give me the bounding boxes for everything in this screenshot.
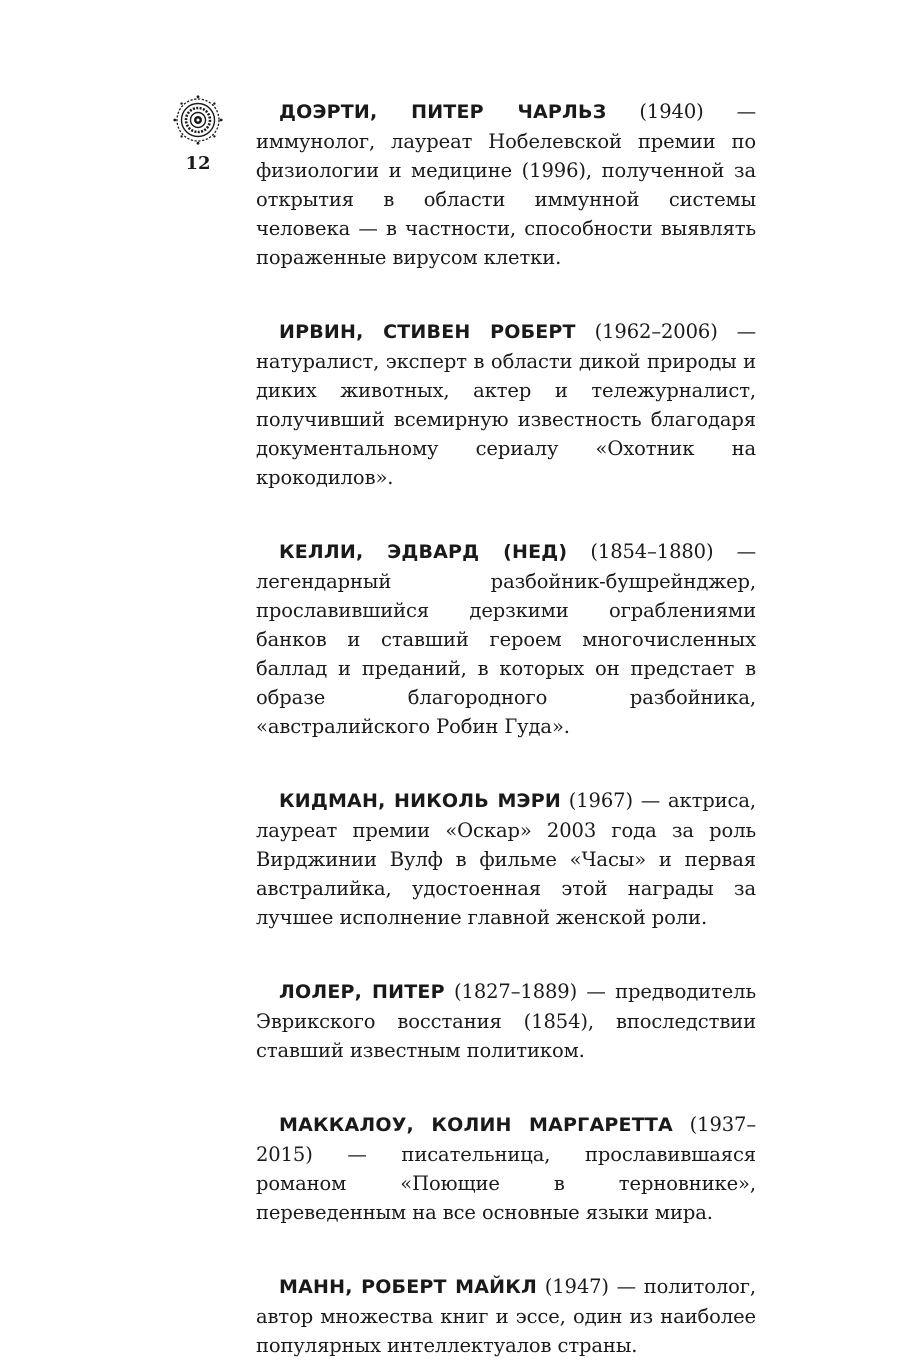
entry-description: (1940) — иммунолог, лауреат Нобелевской премии по физиологии и медицине (1996), полученной за открытия в области иммунной системы человека — в частности, способности выявлять пораженные вирусом клетки. bbox=[256, 100, 757, 269]
entry-description: (1854–1880) — легендарный разбойник-бушрейнджер, прославившийся дерзкими ограблениями банков и ставший героем многочисленных баллад и преданий, в которых он предстает в образе благородного разбойника, «австралийского Робин Гуда». bbox=[256, 540, 756, 738]
glossary-entry bbox=[256, 1272, 756, 1360]
entry-name: КЕЛЛИ, ЭДВАРД (НЕД) bbox=[279, 541, 568, 563]
glossary-entry bbox=[256, 1110, 756, 1227]
entry-name: МАККАЛОУ, КОЛИН МАРГАРЕТТА bbox=[279, 1114, 673, 1136]
glossary-entry bbox=[256, 317, 756, 492]
entry-name: ЛОЛЕР, ПИТЕР bbox=[279, 981, 445, 1003]
page-number: 12 bbox=[185, 153, 211, 174]
entry-description: (1937–2015) — писательница, прославившаяся романом «Поющие в терновнике», переведенным на все основные языки мира. bbox=[256, 1113, 757, 1224]
entry-description: (1827–1889) — предводитель Эврикского восстания (1854), впоследствии ставший известным политиком. bbox=[256, 980, 756, 1062]
entry-name: ДОЭРТИ, ПИТЕР ЧАРЛЬЗ bbox=[279, 101, 607, 123]
entry-name: КИДМАН, НИКОЛЬ МЭРИ bbox=[279, 790, 561, 812]
entry-name: ИРВИН, СТИВЕН РОБЕРТ bbox=[279, 321, 576, 343]
entry-description: (1947) — политолог, автор множества книг и эссе, один из наиболее популярных интеллектуалов страны. bbox=[256, 1275, 756, 1357]
glossary-entry bbox=[256, 537, 756, 741]
glossary-entries bbox=[256, 97, 756, 1360]
mandala-ornament-icon bbox=[173, 95, 223, 145]
entry-description: (1967) — актриса, лауреат премии «Оскар» 2003 года за роль Вирджинии Вулф в фильме «Часы» и первая австралийка, удостоенная этой награды за лучшее исполнение главной женской роли. bbox=[256, 789, 756, 929]
entry-description: (1962–2006) — натуралист, эксперт в области дикой природы и диких животных, актер и тележурналист, получивший всемирную известность благодаря документальному сериалу «Охотник на крокодилов». bbox=[256, 320, 756, 489]
glossary-entry bbox=[256, 786, 756, 932]
glossary-entry bbox=[256, 977, 756, 1065]
entry-name: МАНН, РОБЕРТ МАЙКЛ bbox=[279, 1276, 537, 1298]
glossary-entry bbox=[256, 97, 756, 272]
